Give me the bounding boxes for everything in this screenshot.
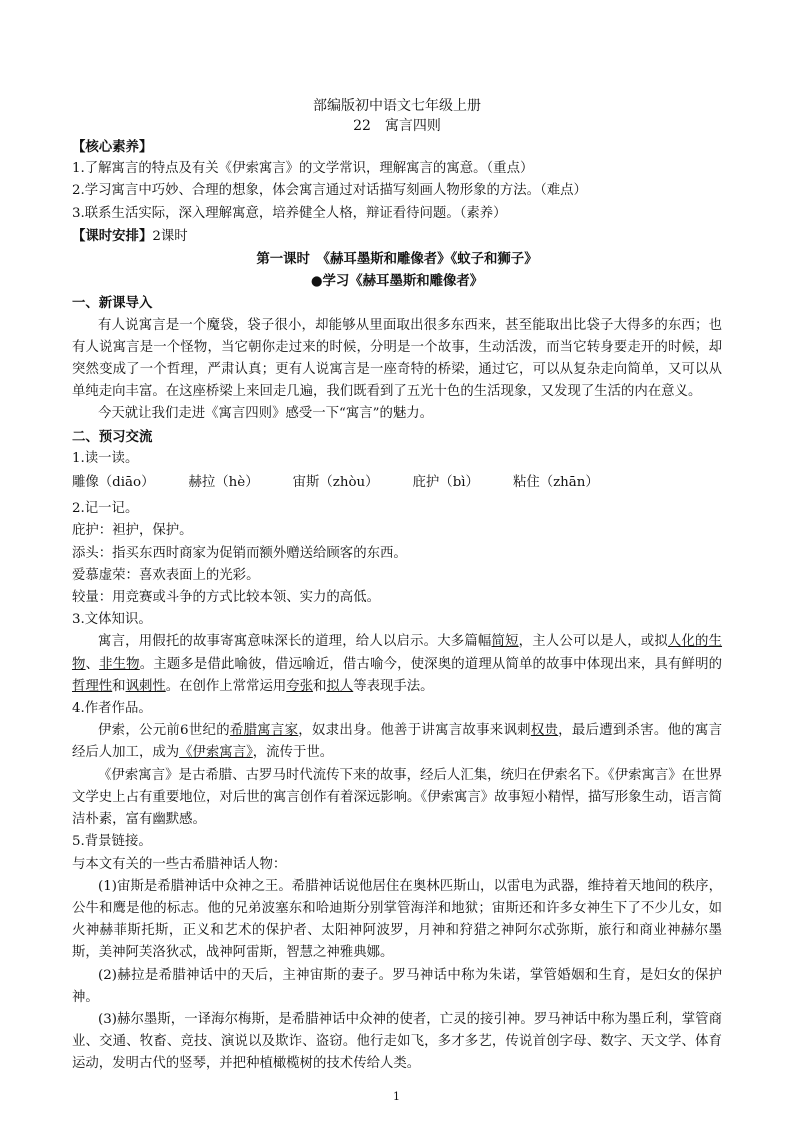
document-title: 部编版初中语文七年级上册 (313, 98, 481, 114)
author-paragraph (72, 720, 722, 764)
remember-label: 2.记一记。 (72, 501, 139, 517)
text-run: ，流传于世。 (252, 745, 334, 761)
schedule-line (72, 225, 722, 248)
underlined-term: 哲理性 (72, 678, 113, 694)
text-run: ，主人公可以是人，或拟 (518, 634, 668, 650)
text-run: 、 (85, 656, 100, 672)
term-definition: 爱慕虚荣：喜欢表面上的光彩。 (72, 567, 260, 583)
core-heading: 【核心素养】 (72, 139, 153, 155)
literature-label: 3.文体知识。 (72, 612, 152, 628)
underlined-term: 讽刺性 (125, 678, 166, 694)
lesson-subtitle: ●学习《赫耳墨斯和雕像者》 (310, 273, 484, 290)
text-run: 等表现手法。 (353, 678, 434, 694)
pinyin-list (72, 472, 722, 494)
pinyin-item: 赫拉（hè） (188, 475, 259, 491)
underlined-term: 人化的生物 (72, 634, 723, 672)
intro-paragraph: 有人说寓言是一个魔袋，袋子很小，却能够从里面取出很多东西来，甚至能取出比袋子大得多的东西；也有人说寓言是一个怪物，当它朝你走过来的时候，分明是一个故事，生动活泼，而当它转身要走开的时候，却突然变成了一个哲理，严肃认真；更有人说寓言是一座奇特的桥梁，通过它，可以从复杂走向简单，又可以从单纯走向丰富。在这座桥梁上来回走几遍，我们既看到了五光十色的生活现象，又发现了生活的内在意义。 (72, 317, 722, 400)
intro-heading: 一、新课导入 (72, 295, 153, 312)
lesson-title: 第一课时 《赫耳墨斯和雕像者》《蚊子和狮子》 (256, 251, 538, 268)
text-run: 和 (313, 678, 327, 694)
pinyin-item: 庇护（bì） (412, 475, 479, 491)
background-item-zeus: (1)宙斯是希腊神话中众神之王。希腊神话说他居住在奥林匹斯山，以雷电为武器，维持着天地间的秩序，公牛和鹰是他的标志。他的兄弟波塞东和哈迪斯分别掌管海洋和地狱；宙斯还和许多女神生下了不少儿女，如火神赫菲斯托斯，正义和艺术的保护者、太阳神阿波罗，月神和狩猎之神阿尔忒弥斯，旅行和商业神赫尔墨斯，美神阿芙洛狄忒，战神阿雷斯，智慧之神雅典娜。 (72, 878, 722, 961)
text-run: 。主题多是借此喻彼，借远喻近，借古喻今，使深奥的道理从简单的故事中体现出来，具有鲜明的 (139, 656, 723, 672)
underlined-term: 非生物 (99, 656, 140, 672)
aesop-paragraph: 《伊索寓言》是古希腊、古罗马时代流传下来的故事，经后人汇集，统归在伊索名下。《伊索寓言》在世界文学史上占有重要地位，对后世的寓言创作有着深远影响。《伊索寓言》故事短小精悍，描写形象生动，语言简洁朴素，富有幽默感。 (72, 767, 722, 828)
background-item-hermes: (3)赫尔墨斯，一译海尔梅斯，是希腊神话中众神的使者，亡灵的接引神。罗马神话中称为墨丘利，掌管商业、交通、牧畜、竞技、演说以及欺诈、盗窃。他行走如飞，多才多艺，传说首创字母、数字、天文学、体育运动，发明古代的竖琴，并把种植橄榄树的技术传给人类。 (72, 1011, 722, 1072)
term-definition: 较量：用竞赛或斗争的方式比较本领、实力的高低。 (72, 590, 380, 606)
text-run: ，最后遭到杀害。他的寓言经后人加工，成为 (72, 723, 723, 761)
text-run: 伊索，公元前6世纪的 (98, 723, 230, 739)
preview-heading: 二、预习交流 (72, 428, 153, 445)
text-run: ，奴隶出身。他善于讲寓言故事来讽刺 (298, 723, 531, 739)
pinyin-item: 雕像（diāo） (72, 475, 155, 491)
underlined-term: 简短 (491, 634, 519, 650)
underlined-term: 权贵 (530, 723, 559, 739)
text-run: 。在创作上常常运用 (165, 678, 287, 694)
text-run: 寓言，用假托的故事寄寓意味深长的道理，给人以启示。大多篇幅 (98, 634, 492, 650)
literature-paragraph (72, 631, 722, 698)
term-definition: 添头：指买东西时商家为促销而额外赠送给顾客的东西。 (72, 545, 407, 561)
term-definition: 庇护：袒护，保护。 (72, 523, 193, 539)
underlined-term: 希腊寓言家 (229, 723, 299, 739)
core-item: 3.联系生活实际，深入理解寓意，培养健全人格，辩证看待问题。（素养） (72, 205, 507, 221)
read-label: 1.读一读。 (72, 450, 139, 466)
core-item: 2.学习寓言中巧妙、合理的想象，体会寓言通过对话描写刻画人物形象的方法。（难点） (72, 183, 587, 199)
pinyin-item: 宙斯（zhòu） (292, 475, 379, 491)
intro-paragraph-2: 今天就让我们走进《寓言四则》感受一下“寓言”的魅力。 (98, 406, 434, 422)
author-label: 4.作者作品。 (72, 701, 152, 717)
text-run: 和 (112, 678, 126, 694)
background-label: 5.背景链接。 (72, 834, 152, 850)
pinyin-item: 粘住（zhān） (512, 475, 599, 491)
lesson-number-title: 22 寓言四则 (353, 118, 441, 134)
core-item: 1.了解寓言的特点及有关《伊索寓言》的文学常识，理解寓言的寓意。（重点） (72, 161, 534, 177)
background-item-hera: (2)赫拉是希腊神话中的天后，主神宙斯的妻子。罗马神话中称为朱诺，掌管婚姻和生育，是妇女的保护神。 (72, 967, 722, 1005)
schedule-label: 【课时安排】 (72, 227, 153, 244)
schedule-value: 2课时 (152, 228, 188, 244)
page-number: 1 (393, 1090, 400, 1103)
underlined-term: 拟人 (326, 678, 354, 694)
underlined-term: 夸张 (286, 678, 314, 694)
background-intro: 与本文有关的一些古希腊神话人物： (72, 856, 287, 872)
document-page (72, 96, 722, 1076)
underlined-term: 《伊索寓言》 (179, 745, 253, 761)
